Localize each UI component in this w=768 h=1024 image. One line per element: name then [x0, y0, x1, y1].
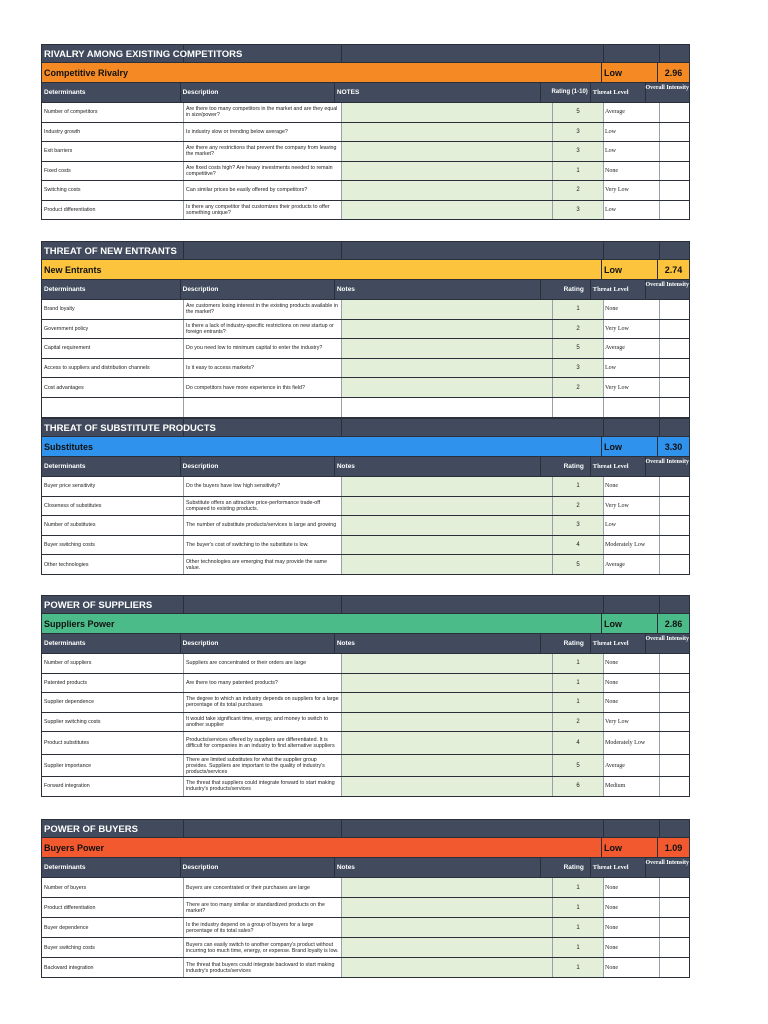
- determinant-description: Can similar prices be easily offered by competitors?: [183, 181, 341, 200]
- notes-cell[interactable]: [341, 654, 552, 673]
- table-row: [41, 536, 690, 556]
- threat-level-cell: Very Low: [603, 497, 659, 516]
- notes-cell[interactable]: [341, 359, 552, 378]
- rating-cell[interactable]: 5: [552, 103, 603, 122]
- table-row: [41, 713, 690, 733]
- intensity-cell: [659, 103, 689, 122]
- determinant-description: The threat that buyers could integrate backward to start making industry's products/services: [183, 958, 341, 977]
- determinant-description: Is there a lack of industry-specific restrictions on new startup or foreign entrants?: [183, 320, 341, 339]
- section-title: THREAT OF NEW ENTRANTS: [44, 246, 177, 257]
- determinant-name: Supplier switching costs: [44, 718, 101, 725]
- col-overall-intensity: Overall Intensity: [645, 83, 690, 102]
- rating-cell[interactable]: 2: [552, 497, 603, 516]
- intensity-cell: [659, 378, 689, 397]
- notes-cell[interactable]: [341, 162, 552, 181]
- rating-cell[interactable]: 1: [552, 958, 603, 977]
- col-overall-intensity: Overall Intensity: [645, 634, 690, 653]
- force-level: Low: [601, 437, 657, 456]
- section-title: POWER OF BUYERS: [44, 824, 138, 835]
- intensity-cell: [659, 123, 689, 142]
- col-notes: NOTES: [334, 83, 540, 102]
- section-header: [41, 418, 690, 437]
- rating-cell[interactable]: 3: [552, 516, 603, 535]
- threat-level-cell: Moderately Low: [603, 536, 659, 555]
- col-threat-level: Threat Level: [590, 858, 645, 877]
- rating-cell[interactable]: 1: [552, 674, 603, 693]
- table-row: [41, 103, 690, 123]
- determinant-description: Suppliers are concentrated or their orders are large: [183, 654, 341, 673]
- table-row: [41, 674, 690, 694]
- threat-level-cell: None: [603, 878, 659, 897]
- table-row: [41, 878, 690, 898]
- determinant-name: Government policy: [44, 325, 89, 332]
- force-name: Substitutes: [44, 442, 94, 452]
- determinant-description: Are fixed costs high? Are heavy investments needed to remain competitive?: [183, 162, 341, 181]
- rating-cell[interactable]: 5: [552, 755, 603, 776]
- force-row: [41, 437, 690, 457]
- determinant-name: Exit barriers: [44, 148, 73, 155]
- determinant-description: Buyers are concentrated or their purchases are large: [183, 878, 341, 897]
- col-rating: Rating (1-10): [540, 83, 590, 102]
- threat-level-cell: None: [603, 693, 659, 712]
- column-header: [41, 83, 690, 103]
- table-row: [41, 359, 690, 379]
- column-header: [41, 858, 690, 878]
- rating-cell[interactable]: 1: [552, 300, 603, 319]
- determinant-description: Is the industry depend on a group of buyers for a large percentage of its total sales?: [183, 918, 341, 937]
- notes-cell[interactable]: [341, 142, 552, 161]
- rating-cell[interactable]: 4: [552, 536, 603, 555]
- column-header: [41, 457, 690, 477]
- determinant-name: Number of buyers: [44, 884, 87, 891]
- determinant-name: Switching costs: [44, 187, 81, 194]
- determinant-description: Do competitors have more experience in this field?: [183, 378, 341, 397]
- rating-cell[interactable]: 1: [552, 898, 603, 917]
- force-row: [41, 838, 690, 858]
- col-description: Description: [180, 457, 334, 476]
- determinant-description: Substitute offers an attractive price-performance trade-off compared to existing products.: [183, 497, 341, 516]
- force-name: New Entrants: [44, 265, 102, 275]
- determinant-description: Is it easy to access markets?: [183, 359, 341, 378]
- determinant-name: Product substitutes: [44, 740, 90, 746]
- determinant-description: Are there any restrictions that prevent the company from leaving the market?: [183, 142, 341, 161]
- rows: [41, 300, 690, 398]
- notes-cell[interactable]: [341, 713, 552, 732]
- table-row: [41, 181, 690, 201]
- threat-level-cell: Very Low: [603, 713, 659, 732]
- notes-cell[interactable]: [341, 878, 552, 897]
- notes-cell[interactable]: [341, 536, 552, 555]
- col-determinants: Determinants: [44, 286, 86, 293]
- section-new-entrants: [41, 241, 690, 418]
- section-header: [41, 819, 690, 838]
- table-row: [41, 339, 690, 359]
- rating-cell[interactable]: 3: [552, 142, 603, 161]
- intensity-cell: [659, 181, 689, 200]
- intensity-cell: [659, 516, 689, 535]
- notes-cell[interactable]: [341, 300, 552, 319]
- table-row: [41, 162, 690, 182]
- threat-level-cell: None: [603, 300, 659, 319]
- notes-cell[interactable]: [341, 201, 552, 220]
- rating-cell[interactable]: 2: [552, 320, 603, 339]
- notes-cell[interactable]: [341, 693, 552, 712]
- intensity-cell: [659, 693, 689, 712]
- threat-level-cell: Low: [603, 516, 659, 535]
- section-header: [41, 241, 690, 260]
- determinant-name: Product differentiation: [44, 206, 96, 213]
- table-row: [41, 958, 690, 978]
- col-threat-level: Threat Level: [590, 457, 645, 476]
- col-threat-level: Threat Level: [590, 634, 645, 653]
- force-intensity: 2.86: [664, 619, 683, 629]
- table-row: [41, 378, 690, 398]
- section-buyers: [41, 819, 690, 978]
- table-row: [41, 123, 690, 143]
- rating-cell[interactable]: 1: [552, 162, 603, 181]
- rating-cell[interactable]: 3: [552, 359, 603, 378]
- threat-level-cell: Very Low: [603, 378, 659, 397]
- intensity-cell: [659, 162, 689, 181]
- rating-cell[interactable]: 2: [552, 713, 603, 732]
- notes-cell[interactable]: [341, 123, 552, 142]
- threat-level-cell: Medium: [603, 777, 659, 796]
- force-intensity: 2.96: [664, 68, 683, 78]
- col-rating: Rating: [540, 280, 590, 299]
- notes-cell[interactable]: [341, 339, 552, 358]
- force-name: Suppliers Power: [44, 619, 115, 629]
- force-level: Low: [601, 614, 657, 633]
- col-rating: Rating: [540, 457, 590, 476]
- table-row: [41, 555, 690, 575]
- section-header: [41, 595, 690, 614]
- section-title: RIVALRY AMONG EXISTING COMPETITORS: [44, 49, 243, 60]
- table-row: [41, 201, 690, 221]
- force-row: [41, 63, 690, 83]
- intensity-cell: [659, 755, 689, 776]
- notes-cell[interactable]: [341, 181, 552, 200]
- determinant-description: There are limited substitutes for what the supplier group provides. Suppliers are important to the quality of industry's products/services: [183, 755, 341, 776]
- table-row: [41, 654, 690, 674]
- determinant-description: Do the buyers have low high sensitivity?: [183, 477, 341, 496]
- table-row: [41, 938, 690, 958]
- col-description: Description: [180, 83, 334, 102]
- col-notes: Notes: [334, 634, 540, 653]
- rating-cell[interactable]: 2: [552, 378, 603, 397]
- force-row: [41, 614, 690, 634]
- col-determinants: Determinants: [44, 463, 86, 470]
- threat-level-cell: None: [603, 674, 659, 693]
- table-row: [41, 477, 690, 497]
- determinant-name: Closeness of substitutes: [44, 502, 102, 509]
- notes-cell[interactable]: [341, 497, 552, 516]
- notes-cell[interactable]: [341, 103, 552, 122]
- rating-cell[interactable]: 4: [552, 732, 603, 754]
- rating-cell[interactable]: 2: [552, 181, 603, 200]
- rating-cell[interactable]: 5: [552, 339, 603, 358]
- intensity-cell: [659, 918, 689, 937]
- column-header: [41, 280, 690, 300]
- force-row: [41, 260, 690, 280]
- table-row: [41, 320, 690, 340]
- table-row: [41, 755, 690, 777]
- intensity-cell: [659, 938, 689, 957]
- col-description: Description: [180, 858, 334, 877]
- intensity-cell: [659, 898, 689, 917]
- section-suppliers: [41, 595, 690, 797]
- table-row: [41, 918, 690, 938]
- force-level: Low: [601, 63, 657, 82]
- col-determinants: Determinants: [44, 89, 86, 96]
- section-substitutes: [41, 418, 690, 575]
- rating-cell[interactable]: 1: [552, 693, 603, 712]
- threat-level-cell: None: [603, 898, 659, 917]
- determinant-description: Other technologies are emerging that may provide the same value.: [183, 555, 341, 574]
- section-rivalry: [41, 44, 690, 220]
- intensity-cell: [659, 201, 689, 220]
- determinant-description: Do you need low to minimum capital to enter the industry?: [183, 339, 341, 358]
- column-header: [41, 634, 690, 654]
- determinant-name: Buyer dependence: [44, 924, 89, 931]
- threat-level-cell: Average: [603, 555, 659, 574]
- rows: [41, 654, 690, 797]
- rating-cell[interactable]: 3: [552, 201, 603, 220]
- section-title: THREAT OF SUBSTITUTE PRODUCTS: [44, 423, 216, 434]
- determinant-description: Is there any competitor that customizes their products to offer something unique?: [183, 201, 341, 220]
- col-notes: Notes: [334, 858, 540, 877]
- threat-level-cell: None: [603, 162, 659, 181]
- col-determinants: Determinants: [44, 640, 86, 647]
- table-row: [41, 777, 690, 797]
- force-level: Low: [601, 838, 657, 857]
- threat-level-cell: None: [603, 938, 659, 957]
- col-overall-intensity: Overall Intensity: [645, 457, 690, 476]
- empty-row: [41, 398, 690, 418]
- rating-cell[interactable]: 5: [552, 555, 603, 574]
- threat-level-cell: Low: [603, 123, 659, 142]
- determinant-name: Number of substitutes: [44, 522, 96, 529]
- col-description: Description: [180, 634, 334, 653]
- threat-level-cell: Low: [603, 359, 659, 378]
- threat-level-cell: None: [603, 654, 659, 673]
- rows: [41, 477, 690, 575]
- intensity-cell: [659, 555, 689, 574]
- threat-level-cell: None: [603, 477, 659, 496]
- determinant-description: Are there too many competitors in the market and are they equal in size/power?: [183, 103, 341, 122]
- determinant-description: The degree to which an industry depends on suppliers for a large percentage of its total purchases: [183, 693, 341, 712]
- col-threat-level: Threat Level: [590, 280, 645, 299]
- rating-cell[interactable]: 1: [552, 918, 603, 937]
- col-notes: Notes: [334, 280, 540, 299]
- notes-cell[interactable]: [341, 918, 552, 937]
- threat-level-cell: None: [603, 958, 659, 977]
- rating-cell[interactable]: 1: [552, 878, 603, 897]
- section-title: POWER OF SUPPLIERS: [44, 600, 153, 611]
- force-level: Low: [601, 260, 657, 279]
- intensity-cell: [659, 958, 689, 977]
- notes-cell[interactable]: [341, 938, 552, 957]
- determinant-name: Cost advantages: [44, 384, 84, 391]
- col-rating: Rating: [540, 634, 590, 653]
- intensity-cell: [659, 654, 689, 673]
- intensity-cell: [659, 777, 689, 796]
- rating-cell[interactable]: 6: [552, 777, 603, 796]
- determinant-name: Fixed costs: [44, 167, 71, 174]
- determinant-description: The number of substitute products/services is large and growing: [183, 516, 341, 535]
- intensity-cell: [659, 713, 689, 732]
- force-name: Buyers Power: [44, 843, 105, 853]
- col-description: Description: [180, 280, 334, 299]
- determinant-description: It would take significant time, energy, and money to switch to another supplier: [183, 713, 341, 732]
- force-intensity: 2.74: [664, 265, 683, 275]
- notes-cell[interactable]: [341, 732, 552, 754]
- rating-cell[interactable]: 1: [552, 938, 603, 957]
- determinant-name: Supplier importance: [44, 762, 92, 769]
- determinant-description: Buyers can easily switch to another company's product without incurring too much time, energy, or expense. Brand loyalty is low.: [183, 938, 341, 957]
- table-row: [41, 497, 690, 517]
- notes-cell[interactable]: [341, 777, 552, 796]
- table-row: [41, 516, 690, 536]
- notes-cell[interactable]: [341, 674, 552, 693]
- determinant-description: Products/services offered by suppliers are differentiated. It is difficult for companies in an industry to find alternative suppliers: [183, 732, 341, 754]
- col-threat-level: Threat Level: [590, 83, 645, 102]
- col-overall-intensity: Overall Intensity: [645, 858, 690, 877]
- rows: [41, 878, 690, 978]
- notes-cell[interactable]: [341, 958, 552, 977]
- determinant-name: Access to suppliers and distribution channels: [44, 365, 150, 372]
- determinant-name: Patented products: [44, 679, 87, 686]
- determinant-description: The threat that suppliers could integrate forward to start making industry's products/services: [183, 777, 341, 796]
- determinant-description: The buyer's cost of switching to the substitute is low.: [183, 536, 341, 555]
- rows: [41, 103, 690, 220]
- intensity-cell: [659, 536, 689, 555]
- determinant-name: Buyer switching costs: [44, 944, 95, 951]
- determinant-description: Are there too many patented products?: [183, 674, 341, 693]
- threat-level-cell: Very Low: [603, 320, 659, 339]
- determinant-name: Backward integration: [44, 964, 94, 971]
- intensity-cell: [659, 497, 689, 516]
- col-notes: Notes: [334, 457, 540, 476]
- threat-level-cell: Low: [603, 201, 659, 220]
- determinant-name: Supplier dependence: [44, 699, 95, 706]
- intensity-cell: [659, 142, 689, 161]
- col-overall-intensity: Overall Intensity: [645, 280, 690, 299]
- force-intensity: 1.09: [664, 843, 683, 853]
- intensity-cell: [659, 674, 689, 693]
- col-determinants: Determinants: [44, 864, 86, 871]
- rating-cell[interactable]: 1: [552, 654, 603, 673]
- notes-cell[interactable]: [341, 477, 552, 496]
- threat-level-cell: Average: [603, 755, 659, 776]
- rating-cell[interactable]: 1: [552, 477, 603, 496]
- notes-cell[interactable]: [341, 516, 552, 535]
- determinant-name: Brand loyalty: [44, 306, 75, 313]
- notes-cell[interactable]: [341, 898, 552, 917]
- intensity-cell: [659, 359, 689, 378]
- determinant-name: Other technologies: [44, 561, 89, 568]
- threat-level-cell: Average: [603, 103, 659, 122]
- intensity-cell: [659, 477, 689, 496]
- notes-cell[interactable]: [341, 555, 552, 574]
- threat-level-cell: Very Low: [603, 181, 659, 200]
- table-row: [41, 300, 690, 320]
- intensity-cell: [659, 300, 689, 319]
- intensity-cell: [659, 732, 689, 754]
- determinant-name: Forward integration: [44, 783, 90, 790]
- threat-level-cell: Average: [603, 339, 659, 358]
- table-row: [41, 732, 690, 755]
- col-rating: Rating: [540, 858, 590, 877]
- threat-level-cell: None: [603, 918, 659, 937]
- determinant-name: Product differentiation: [44, 904, 96, 911]
- intensity-cell: [659, 320, 689, 339]
- determinant-name: Buyer price sensitivity: [44, 483, 96, 490]
- threat-level-cell: Low: [603, 142, 659, 161]
- table-row: [41, 693, 690, 713]
- rating-cell[interactable]: 3: [552, 123, 603, 142]
- determinant-name: Industry growth: [44, 128, 81, 135]
- determinant-description: Are customers losing interest in the existing products available in the market?: [183, 300, 341, 319]
- notes-cell[interactable]: [341, 378, 552, 397]
- determinant-name: Capital requirement: [44, 345, 91, 352]
- notes-cell[interactable]: [341, 755, 552, 776]
- intensity-cell: [659, 339, 689, 358]
- force-intensity: 3.30: [664, 442, 683, 452]
- section-header: [41, 44, 690, 63]
- determinant-description: Is industry slow or trending below average?: [183, 123, 341, 142]
- table-row: [41, 142, 690, 162]
- notes-cell[interactable]: [341, 320, 552, 339]
- determinant-name: Number of competitors: [44, 109, 98, 116]
- determinant-name: Number of suppliers: [44, 660, 92, 667]
- determinant-name: Buyer switching costs: [44, 542, 95, 549]
- determinant-description: There are too many similar or standardized products on the market?: [183, 898, 341, 917]
- intensity-cell: [659, 878, 689, 897]
- table-row: [41, 898, 690, 918]
- force-name: Competitive Rivalry: [44, 68, 129, 78]
- threat-level-cell: Moderately Low: [603, 732, 659, 754]
